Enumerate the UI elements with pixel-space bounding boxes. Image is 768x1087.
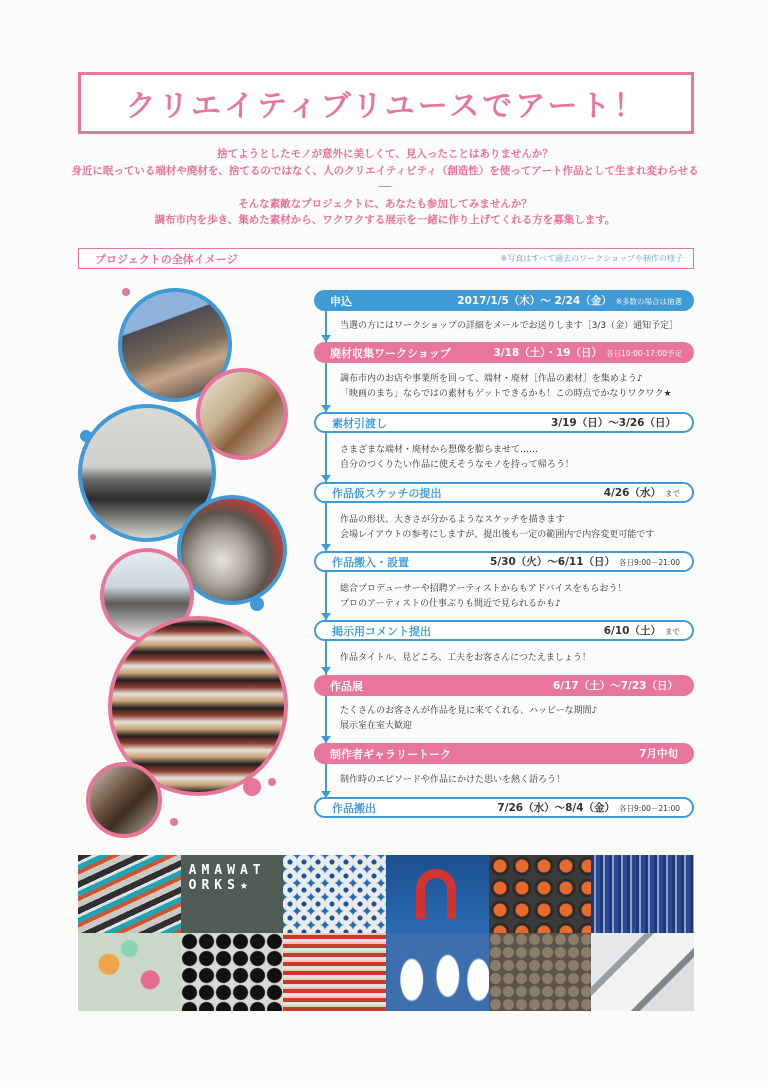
step-desc [340, 319, 690, 334]
step-label: 作品搬出 [332, 801, 376, 815]
title-box [78, 72, 694, 134]
decor-dot [90, 534, 96, 540]
step-label: 申込 [330, 294, 352, 308]
desc-line: プロのアーティストの仕事ぶりも間近で見られるかも♪ [340, 599, 561, 609]
step-note: まで [665, 489, 680, 498]
step-label: 素材引渡し [332, 416, 387, 430]
photo-orange-parts [489, 855, 592, 933]
desc-line: 自分のつくりたい作品に使えそうなモノを持って帰ろう！ [340, 460, 574, 470]
desc-line: 調布市内のお店や事業所を回って、端材・廃材［作品の素材］を集めよう♪ [340, 374, 643, 384]
photo-black-discs [181, 933, 284, 1011]
step-date-group [490, 554, 680, 569]
step-date-group [553, 678, 682, 693]
step-date: 7月中旬 [639, 748, 678, 760]
decor-dot [122, 288, 130, 296]
arrow-down-icon [321, 613, 331, 620]
step-note: ※多数の場合は抽選 [615, 297, 682, 306]
step-label: 作品搬入・設置 [332, 555, 409, 569]
step-date-group [551, 415, 680, 430]
step-desc [340, 773, 690, 788]
step-removal [314, 797, 694, 818]
step-label: 制作者ギャラリートーク [330, 747, 451, 761]
step-date-group [604, 485, 680, 500]
desc-line: 展示室在室大歓迎 [340, 721, 413, 731]
photo-acrylic [78, 855, 181, 933]
decor-dot [268, 778, 276, 786]
decor-dot [170, 818, 178, 826]
step-note: 各日9:00－21:00 [619, 558, 680, 567]
step-desc [340, 443, 690, 473]
step-note: 各日9:00－21:00 [619, 804, 680, 813]
step-date-group [639, 746, 682, 761]
works-letters-text: AMAWATORKS★ [188, 863, 266, 893]
step-label: 廃材収集ワークショップ [330, 346, 451, 360]
intro-line: そんな素敵なプロジェクトに、あなたも参加してみませんか？ [238, 197, 532, 210]
page-title: クリエイティブリユースでアート！ [125, 89, 647, 124]
step-desc [340, 372, 690, 402]
step-date-group [604, 623, 680, 638]
step-date: 4/26（水） [603, 487, 661, 499]
photo-buttons [489, 933, 592, 1011]
step-installation [314, 551, 694, 572]
intro-line: 捨てようとしたモノが意外に美しくて、見入ったことはありませんか？ [217, 148, 553, 160]
step-gallery-talk [314, 743, 694, 764]
step-material-handover [314, 412, 694, 433]
step-date: 3/19（日）～3/26（日） [550, 417, 676, 429]
arrow-down-icon [321, 405, 331, 412]
section-title: プロジェクトの全体イメージ [95, 252, 238, 266]
step-date-group [497, 800, 680, 815]
photo-glass-shards [78, 933, 181, 1011]
desc-line: 「映画のまち」ならではの素材もゲットできるかも！この時点でかなりワクワク★ [340, 389, 672, 399]
decor-dot [243, 778, 261, 796]
desc-line: 当選の方にはワークショップの詳細をメールでお送りします［3/3（金）通知予定］ [340, 321, 679, 331]
desc-line: たくさんのお客さんが作品を見に来てくれる、ハッピーな期間♪ [340, 706, 598, 716]
arrow-down-icon [321, 736, 331, 743]
photo-metal-plates [591, 933, 694, 1011]
step-date: 6/10（土） [603, 625, 661, 637]
photo-sculpture-circle [86, 762, 162, 838]
step-date: 6/17（土）～7/23（日） [552, 680, 678, 692]
step-comment-submission [314, 620, 694, 641]
step-date: 2017/1/5（木）～ 2/24（金） [457, 295, 612, 307]
step-sketch-submission [314, 482, 694, 503]
section-note: ※写真はすべて過去のワークショップや制作の様子 [500, 254, 683, 263]
step-date: 7/26（水）～8/4（金） [497, 802, 616, 814]
step-date-group [493, 345, 682, 360]
magnet-shape [416, 869, 456, 919]
bottom-photo-strip [78, 855, 694, 1011]
desc-line: さまざまな端材・廃材から想像を膨らませて…… [340, 445, 539, 455]
step-date: 3/18（土）・19（日） [493, 347, 603, 359]
photo-washers [283, 855, 386, 933]
intro-line: 調布市内を歩き、集めた素材から、ワクワクする展示を一緒に作り上げてくれる方を募集します。 [154, 214, 616, 226]
step-collection-workshop [314, 342, 694, 363]
step-date: 5/30（火）～6/11（日） [490, 556, 616, 568]
photo-circuit-board [591, 855, 694, 933]
section-header [78, 248, 694, 269]
step-application [314, 290, 694, 311]
photo-magnet [386, 855, 489, 933]
desc-line: 総合プロデューサーや招聘アーティストからもアドバイスをもらおう！ [340, 584, 627, 594]
photo-light-bulbs [386, 933, 489, 1011]
desc-line: 作品タイトル、見どころ、工夫をお客さんにつたえましょう！ [340, 653, 591, 663]
intro-line: 身近に眠っている端材や廃材を、捨てるのではなく、人のクリエイティビティ（創造性）を使ってアート作品として生まれ変わらせる ── [71, 164, 699, 193]
decor-dot [250, 597, 264, 611]
step-label: 掲示用コメント提出 [332, 624, 431, 638]
arrow-down-icon [321, 544, 331, 551]
photo-works-letters [181, 855, 284, 933]
intro-text [70, 146, 700, 229]
step-label: 作品展 [330, 679, 363, 693]
desc-line: 会場レイアウトの参考にしますが、提出後も一定の範囲内で内容変更可能です [340, 530, 655, 540]
step-note: まで [665, 627, 680, 636]
photo-red-sheets [283, 933, 386, 1011]
arrow-down-icon [321, 475, 331, 482]
step-desc [340, 513, 690, 543]
step-desc [340, 582, 690, 612]
step-label: 作品仮スケッチの提出 [332, 486, 442, 500]
step-date-group [457, 293, 682, 308]
step-desc [340, 651, 690, 666]
arrow-down-icon [321, 335, 331, 342]
desc-line: 作品の形状、大きさが分かるようなスケッチを描きます [340, 515, 565, 525]
arrow-down-icon [321, 667, 331, 674]
step-exhibition [314, 675, 694, 696]
step-note: 各日10:00-17:00予定 [606, 349, 682, 358]
desc-line: 制作時のエピソードや作品にかけた思いを熱く語ろう！ [340, 775, 566, 785]
step-desc [340, 704, 690, 734]
